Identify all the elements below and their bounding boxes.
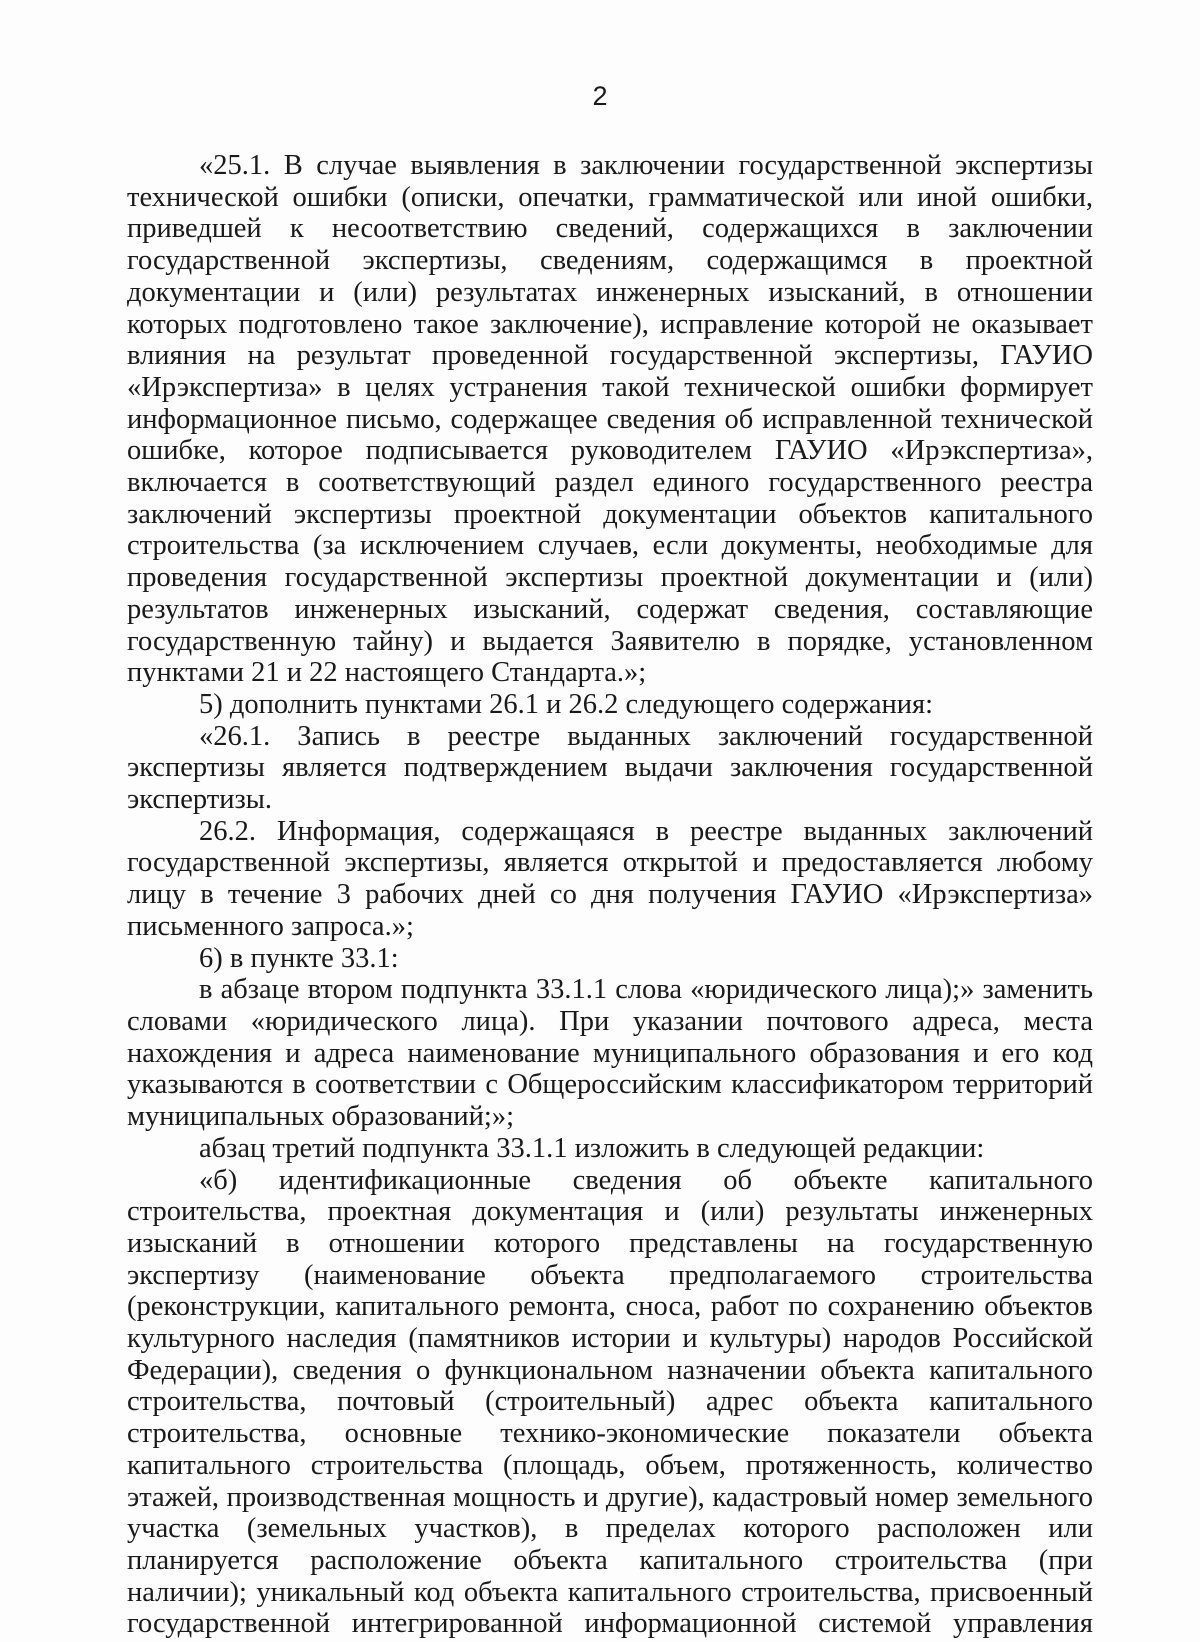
paragraph-25-1: «25.1. В случае выявления в заключении государственной экспертизы технической ошибки (описки, опечатки, грамматической или иной ошибки, приведшей к несоответствию сведений, содержащихся в заключении государственной экспертизы, сведениям, содержащимся в проектной документации и (или) результатах инженерных изысканий, в отношении которых подготовлено такое заключение), исправление которой не оказывает влияния на результат проведенной государственной экспертизы, ГАУИО «Ирэкспертиза» в целях устранения такой технической ошибки формирует информационное письмо, содержащее сведения об исправленной технической ошибке, которое подписывается руководителем ГАУИО «Ирэкспертиза», включается в соответствующий раздел единого государственного реестра заключений экспертизы проектной документации объектов капитального строительства (за исключением случаев, если документы, необходимые для проведения государственной экспертизы проектной документации и (или) результатов инженерных изысканий, содержат сведения, составляющие государственную тайну) и выдается Заявителю в порядке, установленном пунктами 21 и 22 настоящего Стандарта.»; (127, 150, 1093, 689)
document-body (127, 150, 1093, 1640)
paragraph-item-6: 6) в пункте 33.1: (199, 942, 399, 974)
paragraph-item-b: «б) идентификационные сведения об объекте капитального строительства, проектная документация и (или) результаты инженерных изысканий в отношении которого представлены на государственную экспертизу (наименование объекта предполагаемого строительства (реконструкции, капитального ремонта, сноса, работ по сохранению объектов культурного наследия (памятников истории и культуры) народов Российской Федерации), сведения о функциональном назначении объекта капитального строительства, почтовый (строительный) адрес объекта капитального строительства, основные технико-экономические показатели объекта капитального строительства (площадь, объем, протяженность, количество этажей, производственная мощность и другие), кадастровый номер земельного участка (земельных участков), в пределах которого расположен или планируется расположение объекта капитального строительства (при наличии); уникальный код объекта капитального строительства, присвоенный государственной интегрированной информационной системой управления (127, 1164, 1093, 1640)
paragraph-26-1: «26.1. Запись в реестре выданных заключений государственной экспертизы является подтверждением выдачи заключения государственной экспертизы. (127, 720, 1093, 816)
paragraph-33-1-1-second: в абзаце втором подпункта 33.1.1 слова «юридического лица);» заменить словами «юридического лица). При указании почтового адреса, места нахождения и адреса наименование муниципального образования и его код указываются в соответствии с Общероссийским классификатором территорий муниципальных образований;»; (127, 974, 1093, 1133)
paragraph-26-2: 26.2. Информация, содержащаяся в реестре выданных заключений государственной экспертизы, является открытой и предоставляется любому лицу в течение 3 рабочих дней со дня получения ГАУИО «Ирэкспертиза» письменного запроса.»; (127, 815, 1093, 942)
paragraph-item-5: 5) дополнить пунктами 26.1 и 26.2 следующего содержания: (199, 688, 934, 720)
page-number: 2 (592, 81, 608, 111)
paragraph-33-1-1-third: абзац третий подпункта 33.1.1 изложить в следующей редакции: (199, 1132, 985, 1164)
